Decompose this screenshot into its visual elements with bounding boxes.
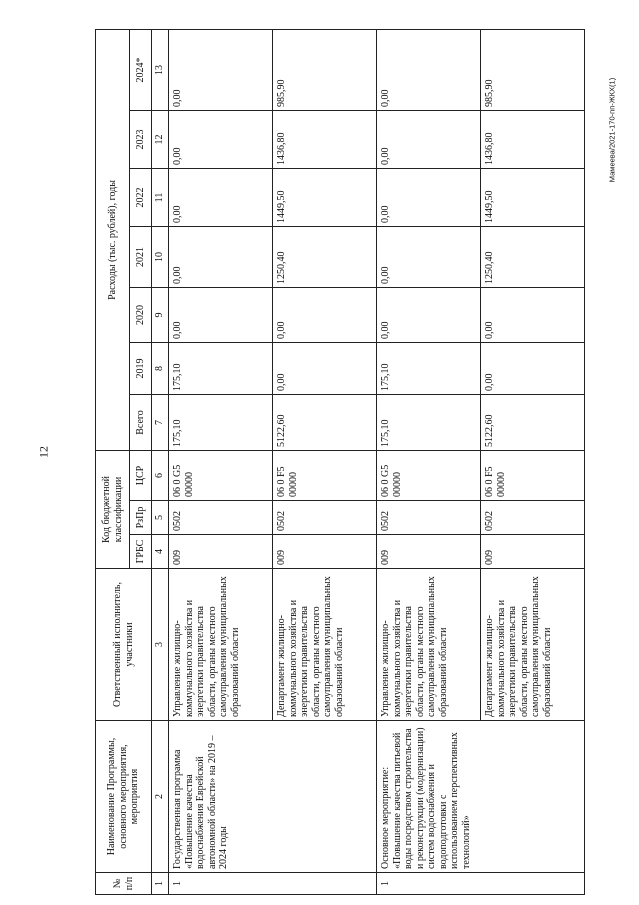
executor-cell: Управление жилищно-коммунального хозяйства и энергетики правительства области, органы местного самоуправления муниципальных образований области [169, 569, 273, 721]
value-cell: 0,00 [377, 287, 481, 342]
col-index: 10 [152, 226, 169, 287]
value-cell: 175,10 [377, 342, 481, 394]
value-cell: 1250,40 [273, 226, 377, 287]
total-cell: 5122,60 [273, 394, 377, 450]
row-num: 1 [169, 873, 377, 895]
value-cell: 175,10 [169, 342, 273, 394]
row-num: 1 [377, 873, 585, 895]
value-cell: 0,00 [377, 110, 481, 168]
header-rzpr: РзПр [130, 501, 152, 535]
grbs-cell: 009 [377, 535, 481, 569]
value-cell: 0,00 [377, 29, 481, 110]
value-cell: 0,00 [169, 287, 273, 342]
total-cell: 5122,60 [481, 394, 585, 450]
value-cell: 0,00 [481, 342, 585, 394]
col-index: 13 [152, 29, 169, 110]
total-cell: 175,10 [377, 394, 481, 450]
header-year-2022: 2022 [130, 168, 152, 226]
header-year-2023: 2023 [130, 110, 152, 168]
total-cell: 175,10 [169, 394, 273, 450]
col-index: 4 [152, 535, 169, 569]
executor-cell: Управление жилищно-коммунального хозяйства и энергетики правительства области, органы местного самоуправления муниципальных образований области [377, 569, 481, 721]
value-cell: 0,00 [377, 168, 481, 226]
value-cell: 985,90 [481, 29, 585, 110]
table-row [169, 29, 273, 894]
value-cell: 985,90 [273, 29, 377, 110]
col-index: 8 [152, 342, 169, 394]
value-cell: 0,00 [169, 168, 273, 226]
header-year-2020: 2020 [130, 287, 152, 342]
col-index: 11 [152, 168, 169, 226]
header-year-2019: 2019 [130, 342, 152, 394]
row-name: Государственная программа «Повышение качества водоснабжения Еврейской автономной области» на 2019 – 2024 годы [169, 721, 377, 873]
csr-cell: 06 0 F5 00000 [273, 450, 377, 500]
col-index: 6 [152, 450, 169, 500]
row-name: Основное мероприятие: «Повышение качества питьевой воды посредством строительства и реконструкции (модернизации) систем водоснабжения и водоподготовки с использованием перспективных технологий» [377, 721, 585, 873]
col-index: 3 [152, 569, 169, 721]
value-cell: 1250,40 [481, 226, 585, 287]
column-index-row [152, 29, 169, 894]
expenses-table-rotated [95, 30, 585, 895]
value-cell: 1449,50 [273, 168, 377, 226]
executor-cell: Департамент жилищно-коммунального хозяйства и энергетики правительства области, органы местного самоуправления муниципальных образований области [481, 569, 585, 721]
col-index: 5 [152, 501, 169, 535]
value-cell: 0,00 [169, 110, 273, 168]
value-cell: 0,00 [169, 29, 273, 110]
csr-cell: 06 0 G5 00000 [169, 450, 273, 500]
col-index: 1 [152, 873, 169, 895]
rzpr-cell: 0502 [377, 501, 481, 535]
header-grbs: ГРБС [130, 535, 152, 569]
grbs-cell: 009 [481, 535, 585, 569]
col-index: 12 [152, 110, 169, 168]
header-name: Наименование Программы, основного мероприятия, мероприятия [96, 721, 152, 873]
value-cell: 0,00 [377, 226, 481, 287]
rzpr-cell: 0502 [169, 501, 273, 535]
header-executor: Ответственный исполнитель, участники [96, 569, 152, 721]
header-budget-code: Код бюджетной классификации [96, 450, 130, 568]
col-index: 7 [152, 394, 169, 450]
value-cell: 1449,50 [481, 168, 585, 226]
value-cell: 0,00 [169, 226, 273, 287]
header-year-2021: 2021 [130, 226, 152, 287]
rzpr-cell: 0502 [273, 501, 377, 535]
header-num: № п/п [96, 873, 152, 895]
executor-cell: Департамент жилищно-коммунального хозяйства и энергетики правительства области, органы местного самоуправления муниципальных образований области [273, 569, 377, 721]
rzpr-cell: 0502 [481, 501, 585, 535]
csr-cell: 06 0 G5 00000 [377, 450, 481, 500]
value-cell: 0,00 [273, 342, 377, 394]
header-total: Всего [130, 394, 152, 450]
value-cell: 0,00 [273, 287, 377, 342]
value-cell: 1436,80 [273, 110, 377, 168]
grbs-cell: 009 [169, 535, 273, 569]
col-index: 2 [152, 721, 169, 873]
header-expenses: Расходы (тыс. рублей), годы [96, 29, 130, 450]
value-cell: 1436,80 [481, 110, 585, 168]
table-row [377, 29, 481, 894]
value-cell: 0,00 [481, 287, 585, 342]
header-year-2024: 2024* [130, 29, 152, 110]
col-index: 9 [152, 287, 169, 342]
expenses-table [95, 29, 585, 895]
header-csr: ЦСР [130, 450, 152, 500]
grbs-cell: 009 [273, 535, 377, 569]
csr-cell: 06 0 F5 00000 [481, 450, 585, 500]
